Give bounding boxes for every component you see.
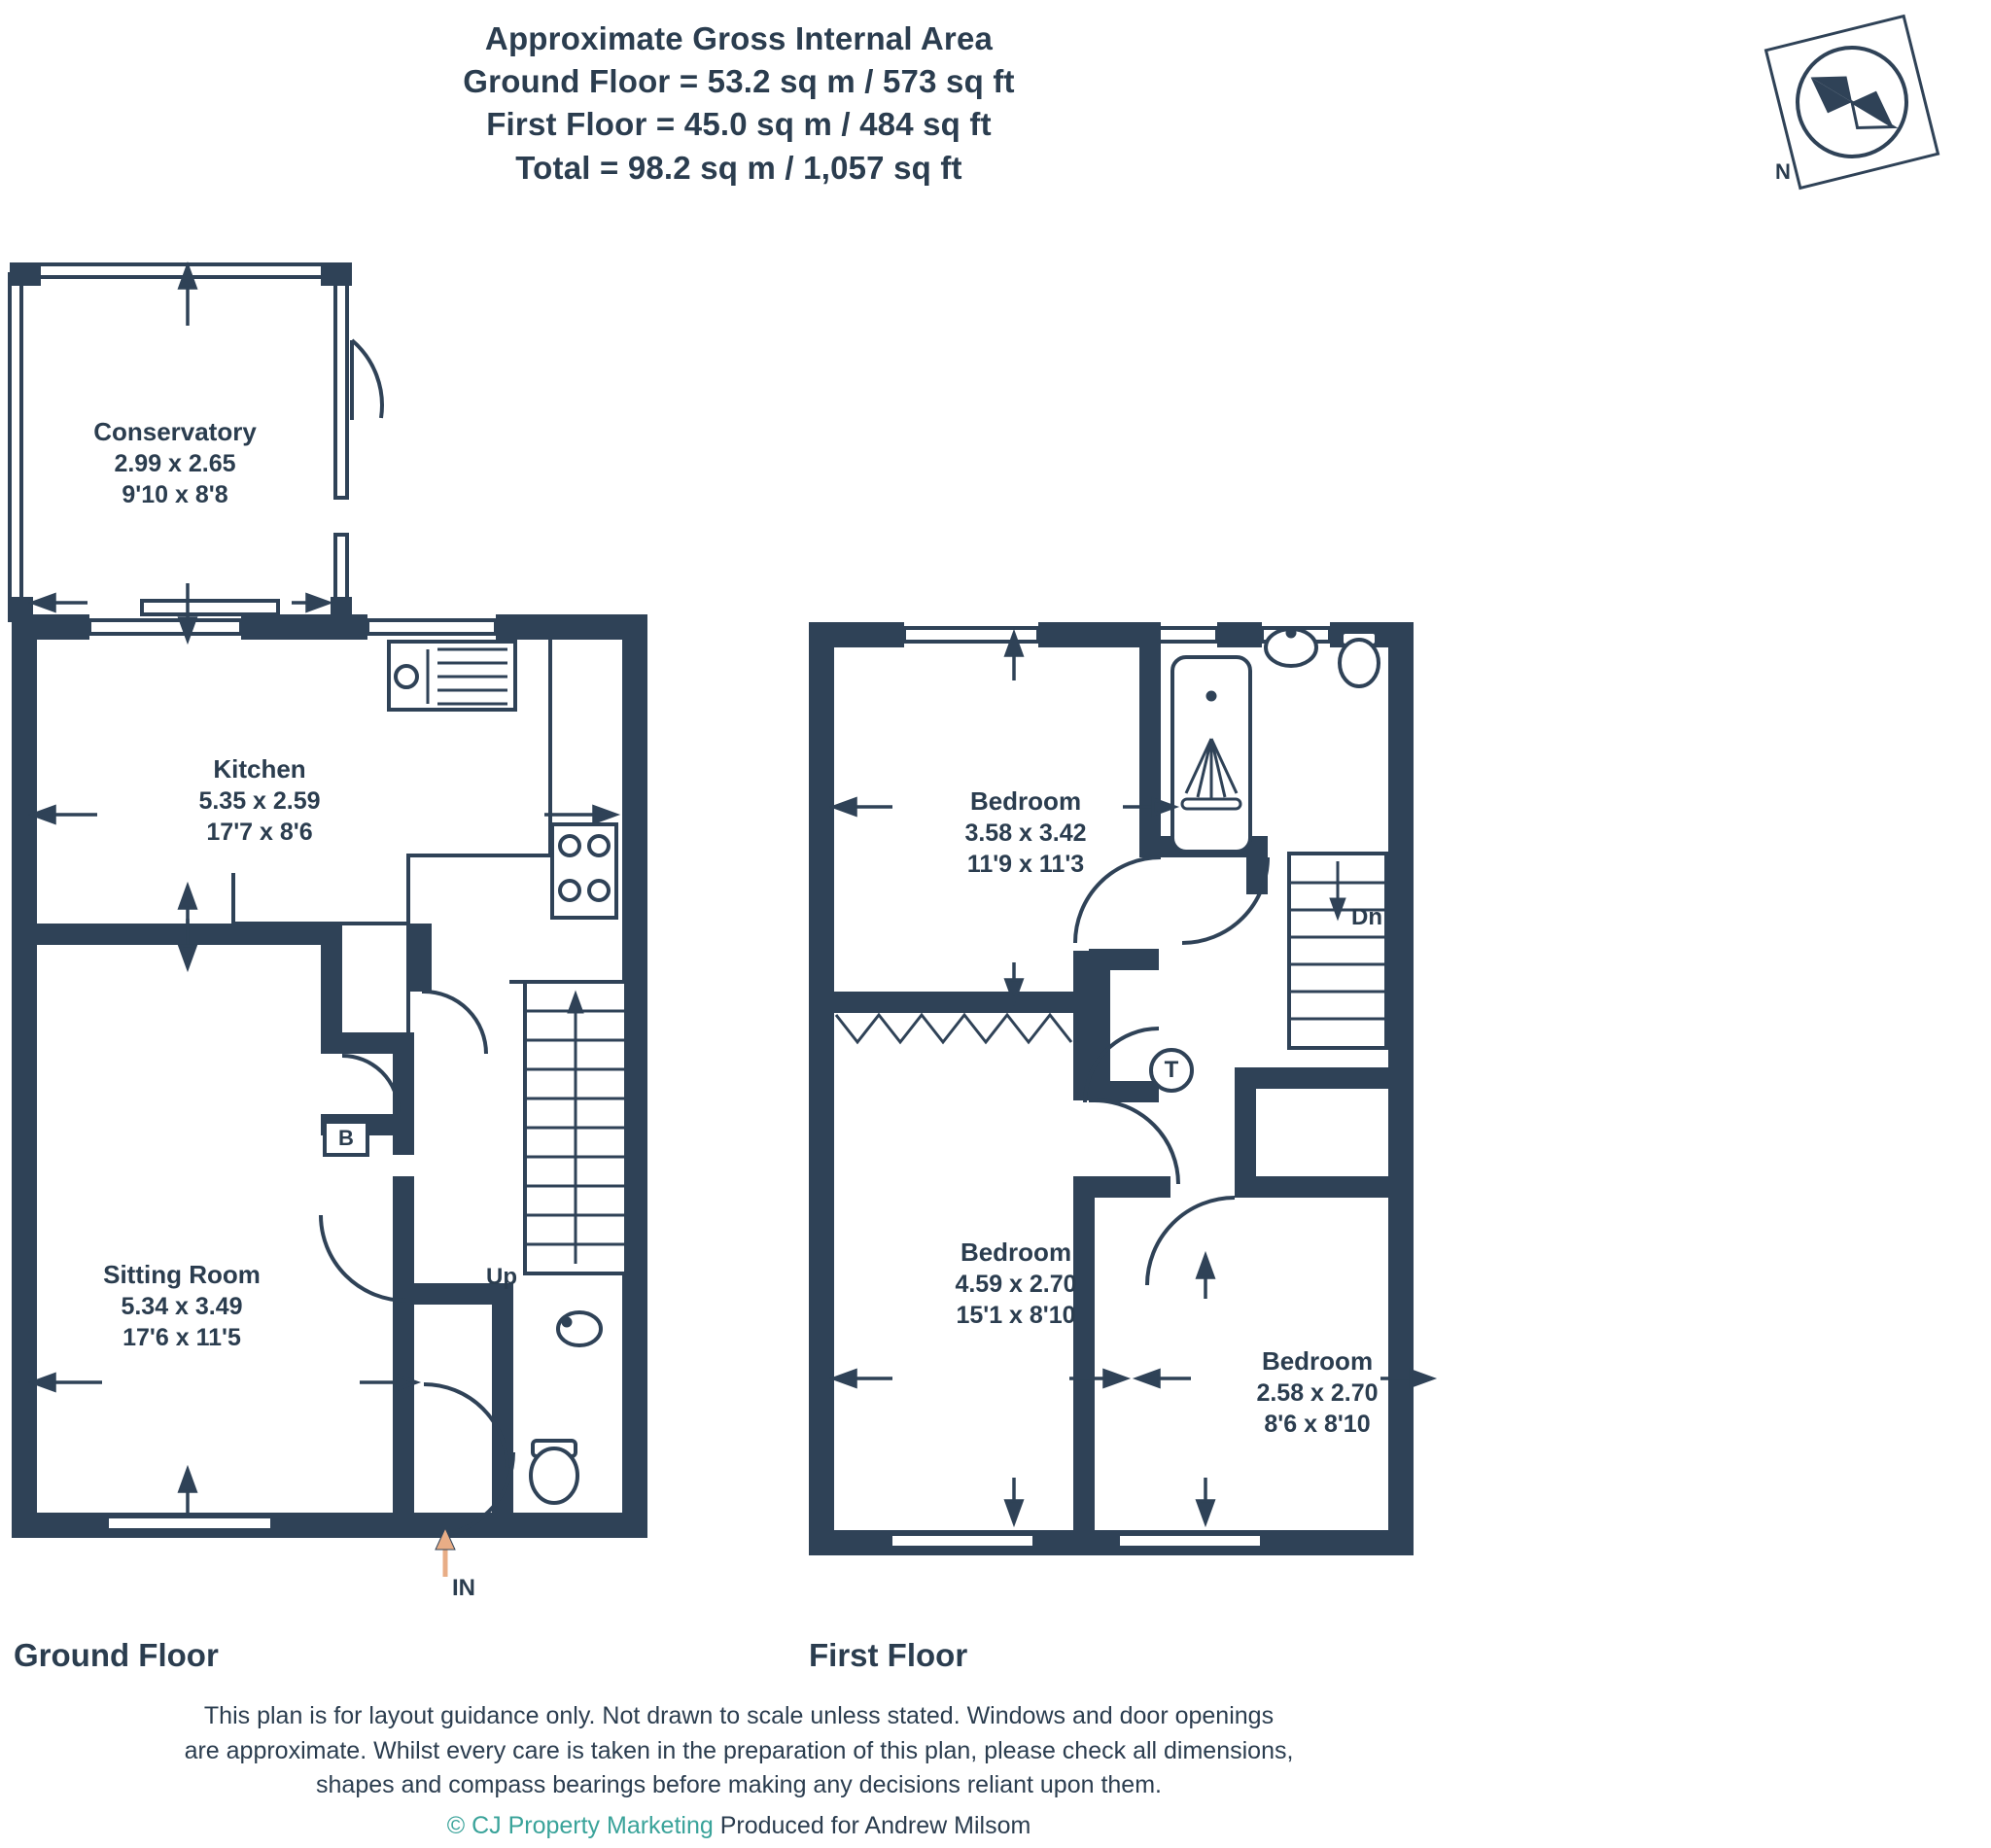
compass-icon (1760, 10, 1944, 194)
area-summary-line-1: Approximate Gross Internal Area (484, 20, 994, 56)
room-label-conservatory: Conservatory 2.99 x 2.65 9'10 x 8'8 (93, 417, 257, 509)
disclaimer-line-2: are approximate. Whilst every care is taken in the preparation of this plan, please check all dimensions, (184, 1736, 1294, 1764)
room-label-bedroom-2: Bedroom 4.59 x 2.70 15'1 x 8'10 (955, 1238, 1077, 1330)
room-label-bedroom-1: Bedroom 3.58 x 3.42 11'9 x 11'3 (964, 786, 1087, 879)
ground-floor-title: Ground Floor (14, 1637, 219, 1673)
compass-north-label: N (1775, 159, 1791, 184)
area-summary-line-2: Ground Floor = 53.2 sq m / 573 sq ft (463, 63, 1015, 100)
disclaimer-line-1: This plan is for layout guidance only. Not drawn to scale unless stated. Windows and door openings (203, 1702, 1275, 1729)
disclaimer-line-3: shapes and compass bearings before making any decisions reliant upon them. (316, 1771, 1162, 1798)
ground-floor-stairs (509, 982, 626, 1273)
first-floor-plan (797, 603, 1439, 1604)
room-label-kitchen: Kitchen 5.35 x 2.59 17'7 x 8'6 (198, 754, 321, 847)
first-floor-stairs (1289, 854, 1386, 1048)
tank-marker: T (1149, 1048, 1194, 1093)
brand-name: © CJ Property Marketing (446, 1811, 714, 1839)
disclaimer (0, 1699, 1478, 1843)
credit-line (0, 1809, 1478, 1844)
first-floor-title: First Floor (809, 1637, 968, 1673)
entrance-label: IN (452, 1575, 475, 1601)
ground-floor-partitions (12, 924, 513, 1538)
room-label-bedroom-3: Bedroom 2.58 x 2.70 8'6 x 8'10 (1256, 1346, 1379, 1439)
wc-fittings (531, 1312, 601, 1503)
room-label-sitting-room: Sitting Room 5.34 x 3.49 17'6 x 11'5 (103, 1260, 261, 1352)
ground-floor-doors (321, 992, 513, 1536)
area-summary (0, 17, 1478, 190)
area-summary-line-4: Total = 98.2 sq m / 1,057 sq ft (515, 149, 962, 186)
boiler-marker: B (323, 1120, 369, 1157)
area-summary-line-3: First Floor = 45.0 sq m / 484 sq ft (486, 106, 992, 143)
produced-for: Produced for Andrew Milsom (713, 1811, 1031, 1839)
stairs-up-label: Up (486, 1264, 517, 1290)
bathroom-fittings (1172, 628, 1379, 852)
stairs-down-label: Dn (1351, 904, 1382, 930)
